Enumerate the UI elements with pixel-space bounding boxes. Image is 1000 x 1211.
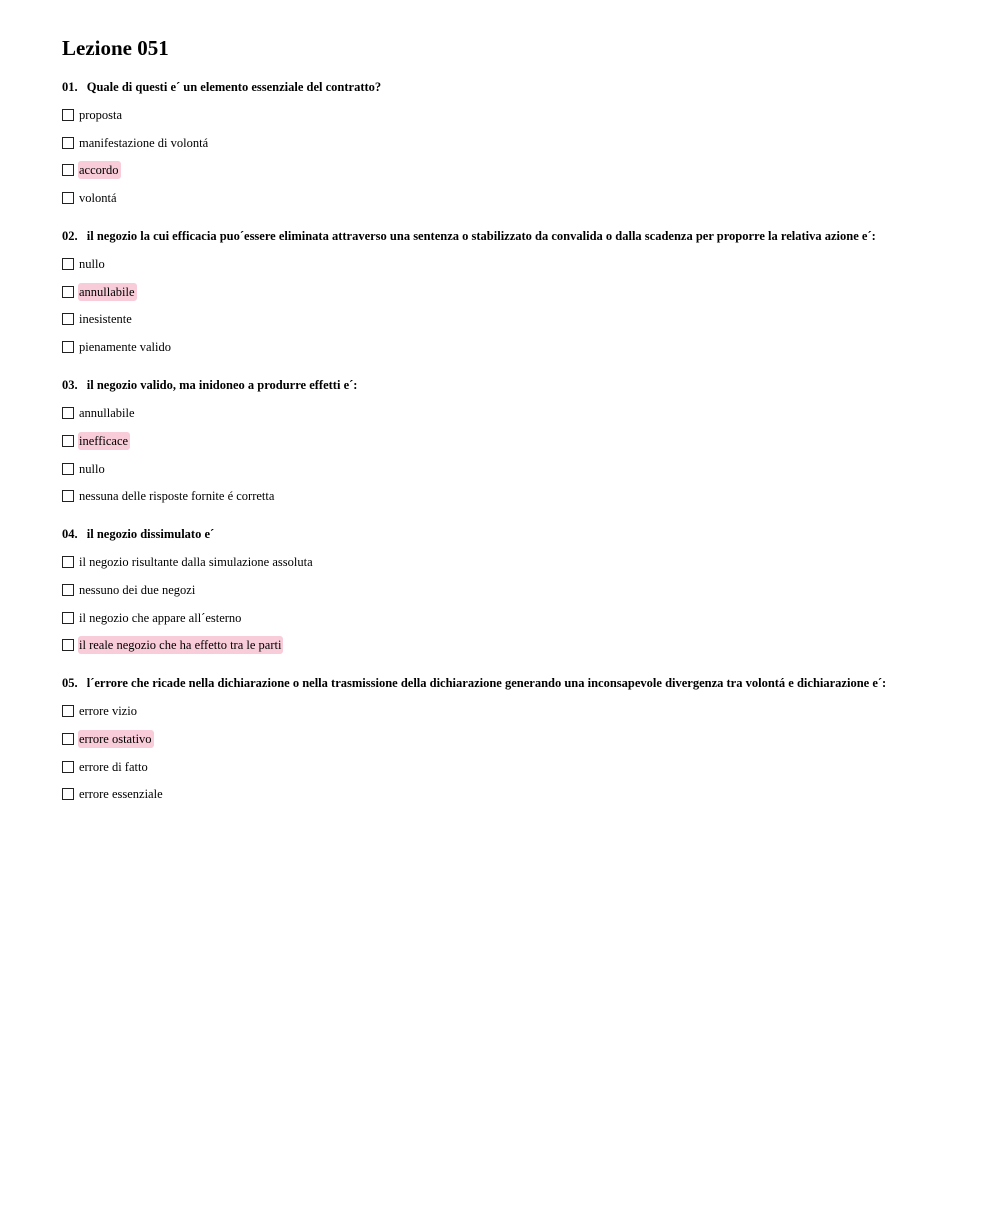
option-item[interactable]: [62, 758, 962, 776]
option-item[interactable]: [62, 487, 962, 505]
option-label: volontá: [79, 191, 117, 206]
option-label: il negozio risultante dalla simulazione assoluta: [79, 555, 313, 570]
checkbox[interactable]: [62, 109, 74, 121]
option-item[interactable]: [62, 189, 962, 207]
option-label: nullo: [79, 257, 105, 272]
options-list: [62, 255, 962, 356]
checkbox[interactable]: [62, 341, 74, 353]
question-prompt: il negozio la cui efficacia puo´essere eliminata attraverso una sentenza o stabilizzato da convalida o dalla scadenza per proporre la relativa azione e´:: [86, 229, 876, 244]
option-label: nessuno dei due negozi: [79, 582, 196, 597]
option-label: errore vizio: [79, 704, 137, 719]
option-item[interactable]: [62, 785, 962, 803]
option-item[interactable]: [62, 404, 962, 422]
option-label: il negozio che appare all´esterno: [79, 610, 242, 625]
question-text: [62, 525, 962, 543]
option-label-correct: annullabile: [79, 284, 135, 299]
checkbox[interactable]: [62, 556, 74, 568]
question-text: [62, 376, 962, 394]
checkbox[interactable]: [62, 639, 74, 651]
option-item[interactable]: [62, 338, 962, 356]
question-04: [62, 525, 962, 654]
option-label-correct: inefficace: [79, 433, 129, 448]
question-number: 05.: [62, 676, 78, 691]
option-label: errore essenziale: [79, 787, 163, 802]
option-item[interactable]: [62, 730, 962, 748]
checkbox[interactable]: [62, 705, 74, 717]
options-list: [62, 702, 962, 803]
option-label-correct: accordo: [79, 163, 119, 178]
option-item[interactable]: [62, 255, 962, 273]
option-item[interactable]: [62, 432, 962, 450]
checkbox[interactable]: [62, 435, 74, 447]
option-label: errore di fatto: [79, 759, 148, 774]
checkbox[interactable]: [62, 164, 74, 176]
options-list: [62, 404, 962, 505]
question-prompt: il negozio dissimulato e´: [86, 527, 215, 542]
checkbox[interactable]: [62, 313, 74, 325]
checkbox[interactable]: [62, 137, 74, 149]
option-label: proposta: [79, 108, 123, 122]
option-item[interactable]: [62, 636, 962, 654]
checkbox[interactable]: [62, 584, 74, 596]
options-list: [62, 553, 962, 654]
option-item[interactable]: [62, 161, 962, 179]
option-item[interactable]: [62, 460, 962, 478]
option-item[interactable]: [62, 553, 962, 571]
question-number: 03.: [62, 378, 78, 393]
checkbox[interactable]: [62, 733, 74, 745]
question-text: [62, 674, 962, 692]
question-05: [62, 674, 962, 803]
option-item[interactable]: [62, 134, 962, 152]
option-label: annullabile: [79, 406, 135, 421]
checkbox[interactable]: [62, 463, 74, 475]
options-list: [62, 106, 962, 207]
question-prompt: l´errore che ricade nella dichiarazione o nella trasmissione della dichiarazione generando una inconsapevole divergenza tra volontá e dichiarazione e´:: [86, 676, 887, 691]
question-prompt: il negozio valido, ma inidoneo a produrre effetti e´:: [86, 378, 358, 393]
checkbox[interactable]: [62, 407, 74, 419]
checkbox[interactable]: [62, 286, 74, 298]
quiz-page: [62, 36, 962, 803]
option-item[interactable]: [62, 106, 962, 124]
question-number: 04.: [62, 527, 78, 542]
checkbox[interactable]: [62, 490, 74, 502]
option-item[interactable]: [62, 702, 962, 720]
option-item[interactable]: [62, 283, 962, 301]
option-item[interactable]: [62, 609, 962, 627]
option-label: nullo: [79, 461, 105, 476]
question-02: [62, 227, 962, 356]
option-item[interactable]: [62, 310, 962, 328]
option-label-correct: errore ostativo: [79, 731, 152, 746]
checkbox[interactable]: [62, 788, 74, 800]
page-title: Lezione 051: [62, 36, 169, 60]
question-03: [62, 376, 962, 505]
option-item[interactable]: [62, 581, 962, 599]
option-label-correct: il reale negozio che ha effetto tra le parti: [79, 638, 282, 653]
question-number: 01.: [62, 80, 78, 94]
question-number: 02.: [62, 229, 78, 244]
option-label: manifestazione di volontá: [79, 135, 209, 150]
question-prompt: Quale di questi e´ un elemento essenziale del contratto?: [86, 80, 382, 94]
question-text: [62, 78, 962, 96]
option-label: inesistente: [79, 312, 132, 327]
checkbox[interactable]: [62, 761, 74, 773]
checkbox[interactable]: [62, 612, 74, 624]
question-text: [62, 227, 962, 245]
checkbox[interactable]: [62, 258, 74, 270]
checkbox[interactable]: [62, 192, 74, 204]
question-01: [62, 78, 962, 207]
option-label: pienamente valido: [79, 340, 171, 355]
option-label: nessuna delle risposte fornite é corretta: [79, 489, 275, 504]
